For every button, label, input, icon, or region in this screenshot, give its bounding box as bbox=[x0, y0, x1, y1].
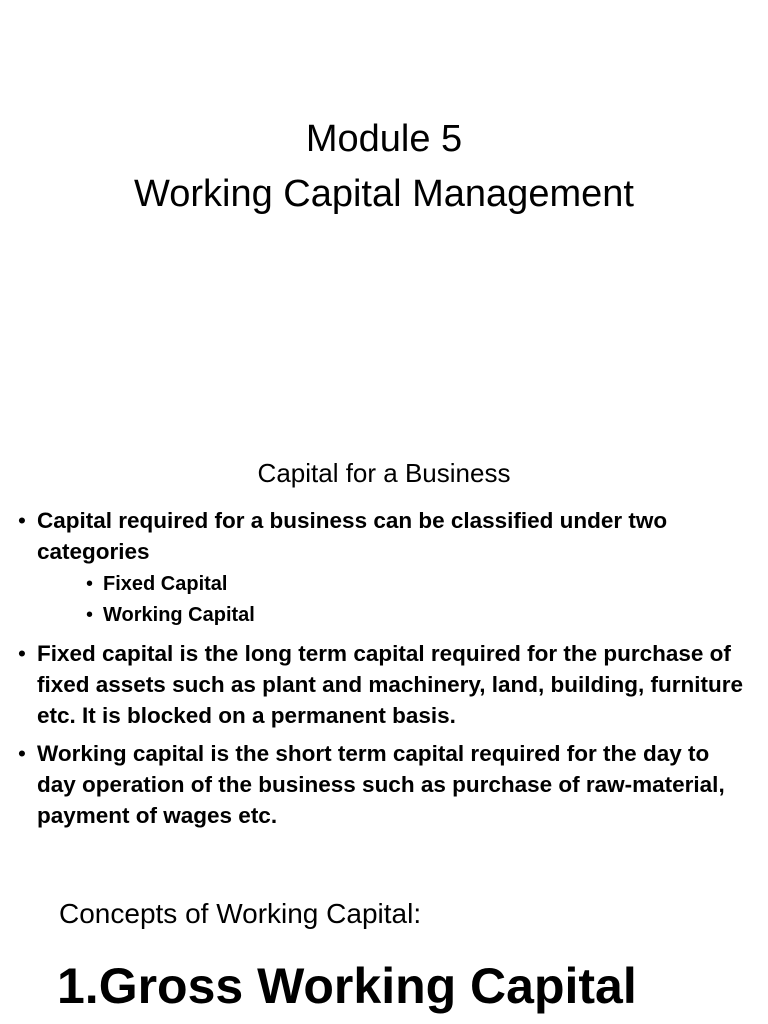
slide-subheading: 1.Gross Working Capital bbox=[57, 958, 637, 1014]
module-title: Working Capital Management bbox=[134, 173, 634, 215]
slide-concepts-working-capital bbox=[0, 864, 768, 1024]
bullet-item bbox=[0, 738, 768, 831]
sub-bullet-list bbox=[37, 569, 748, 631]
bullet-text: Capital required for a business can be classified under two categories bbox=[37, 508, 668, 564]
bullet-list bbox=[0, 505, 768, 838]
sub-bullet-item: • Working Capital bbox=[37, 600, 748, 631]
slide-heading: Concepts of Working Capital: bbox=[59, 898, 422, 929]
bullet-text: Working capital is the short term capital required for the day to day operation of the business such as purchase of raw-material, payment of wages etc. bbox=[37, 741, 725, 828]
sub-bullet-item: • Fixed Capital bbox=[37, 569, 748, 600]
module-number: Module 5 bbox=[305, 118, 463, 160]
bullet-text: Fixed capital is the long term capital required for the purchase of fixed assets such as plant and machinery, land, building, furniture etc. It is blocked on a permanent basis. bbox=[37, 641, 743, 728]
slide-title bbox=[0, 112, 768, 222]
slide-title-module-5 bbox=[0, 0, 768, 432]
bullet-item bbox=[0, 505, 768, 631]
bullet-item bbox=[0, 638, 768, 731]
slide-capital-for-business bbox=[0, 432, 768, 864]
slide-heading: Capital for a Business bbox=[257, 458, 511, 488]
